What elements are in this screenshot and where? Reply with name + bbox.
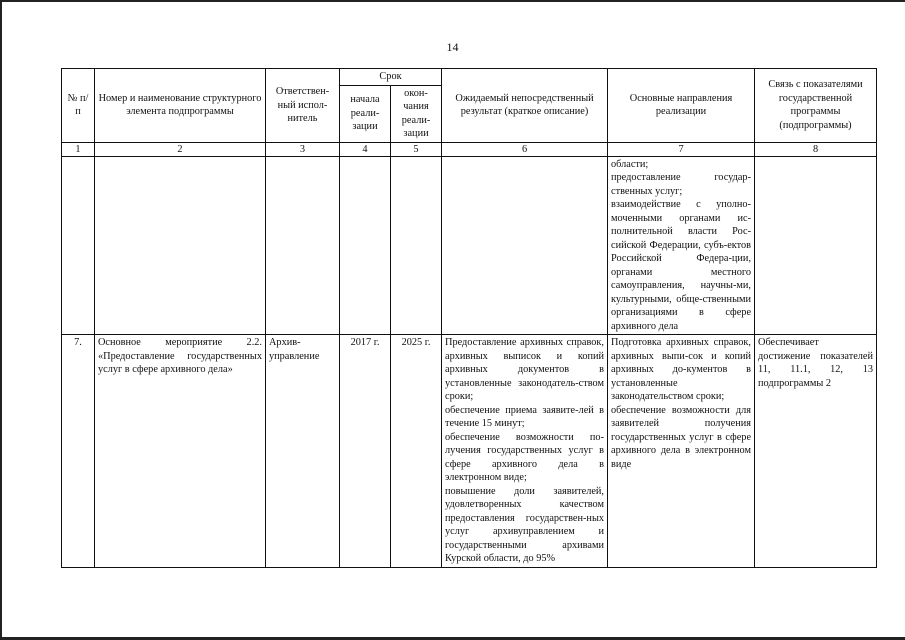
- header-element-name: Номер и наименование структурного элемента подпрограммы: [95, 69, 266, 143]
- row-name: [95, 156, 266, 335]
- page-left-border: [0, 0, 2, 640]
- row-link: Обеспечивает достижение показателей 11, 11.1, 12, 13 подпрограммы 2: [755, 335, 877, 568]
- column-number: 5: [391, 142, 442, 156]
- column-number: 1: [62, 142, 95, 156]
- header-expected-result: Ожидаемый непосредственный результат (краткое описание): [442, 69, 608, 143]
- page-top-border: [0, 0, 905, 2]
- row-executor: [266, 156, 340, 335]
- row-start: 2017 г.: [340, 335, 391, 568]
- column-number: 6: [442, 142, 608, 156]
- row-num: [62, 156, 95, 335]
- column-number: 2: [95, 142, 266, 156]
- row-executor: Архив-управление: [266, 335, 340, 568]
- page-number: 14: [446, 40, 459, 54]
- row-start: [340, 156, 391, 335]
- header-executor: Ответствен-ный испол-нитель: [266, 69, 340, 143]
- header-row-1: [62, 69, 877, 86]
- header-indicators-link: Связь с показателями государственной программы (подпрограммы): [755, 69, 877, 143]
- column-number: 7: [608, 142, 755, 156]
- table-row: [62, 335, 877, 568]
- row-end: [391, 156, 442, 335]
- header-end: окон-чания реали-зации: [391, 85, 442, 142]
- column-number: 8: [755, 142, 877, 156]
- row-name: Основное мероприятие 2.2. «Предоставление государственных услуг в сфере архивного дела»: [95, 335, 266, 568]
- header-start: начала реали-зации: [340, 85, 391, 142]
- column-number-row: [62, 142, 877, 156]
- header-directions: Основные направления реализации: [608, 69, 755, 143]
- row-link: [755, 156, 877, 335]
- row-directions: области; предоставление государ-ственных услуг; взаимодействие с уполно-моченными органами ис-полнительной власти Рос-сийской Федерации, субъ-ектов Российской Федера-ции, органами местного самоуправления, научны-ми, культурными, обще-ственными организациями в сфере архивного дела: [608, 156, 755, 335]
- column-number: 3: [266, 142, 340, 156]
- row-num: 7.: [62, 335, 95, 568]
- row-result: Предоставление архивных справок, архивных выписок и копий архивных документов в установленные законодатель-ством сроки; обеспечение приема заявите-лей в течение 15 минут; обеспечение возможности по-лучения государственных услуг в сфере архивного дела в электронном виде; повышение доли заявителей, удовлетворенных качеством предоставления государствен-ных услуг архивуправлением и государственными архивами Курской области, до 95%: [442, 335, 608, 568]
- program-table: [61, 68, 877, 568]
- row-end: 2025 г.: [391, 335, 442, 568]
- row-result: [442, 156, 608, 335]
- table-row: [62, 156, 877, 335]
- header-srok: Срок: [340, 69, 442, 86]
- column-number: 4: [340, 142, 391, 156]
- header-num: № п/п: [62, 69, 95, 143]
- row-directions: Подготовка архивных справок, архивных выпи-сок и копий архивных до-кументов в установленные законодательством сроки; обеспечение возможности для заявителей получения государственных услуг в сфере архивного дела в электронном виде: [608, 335, 755, 568]
